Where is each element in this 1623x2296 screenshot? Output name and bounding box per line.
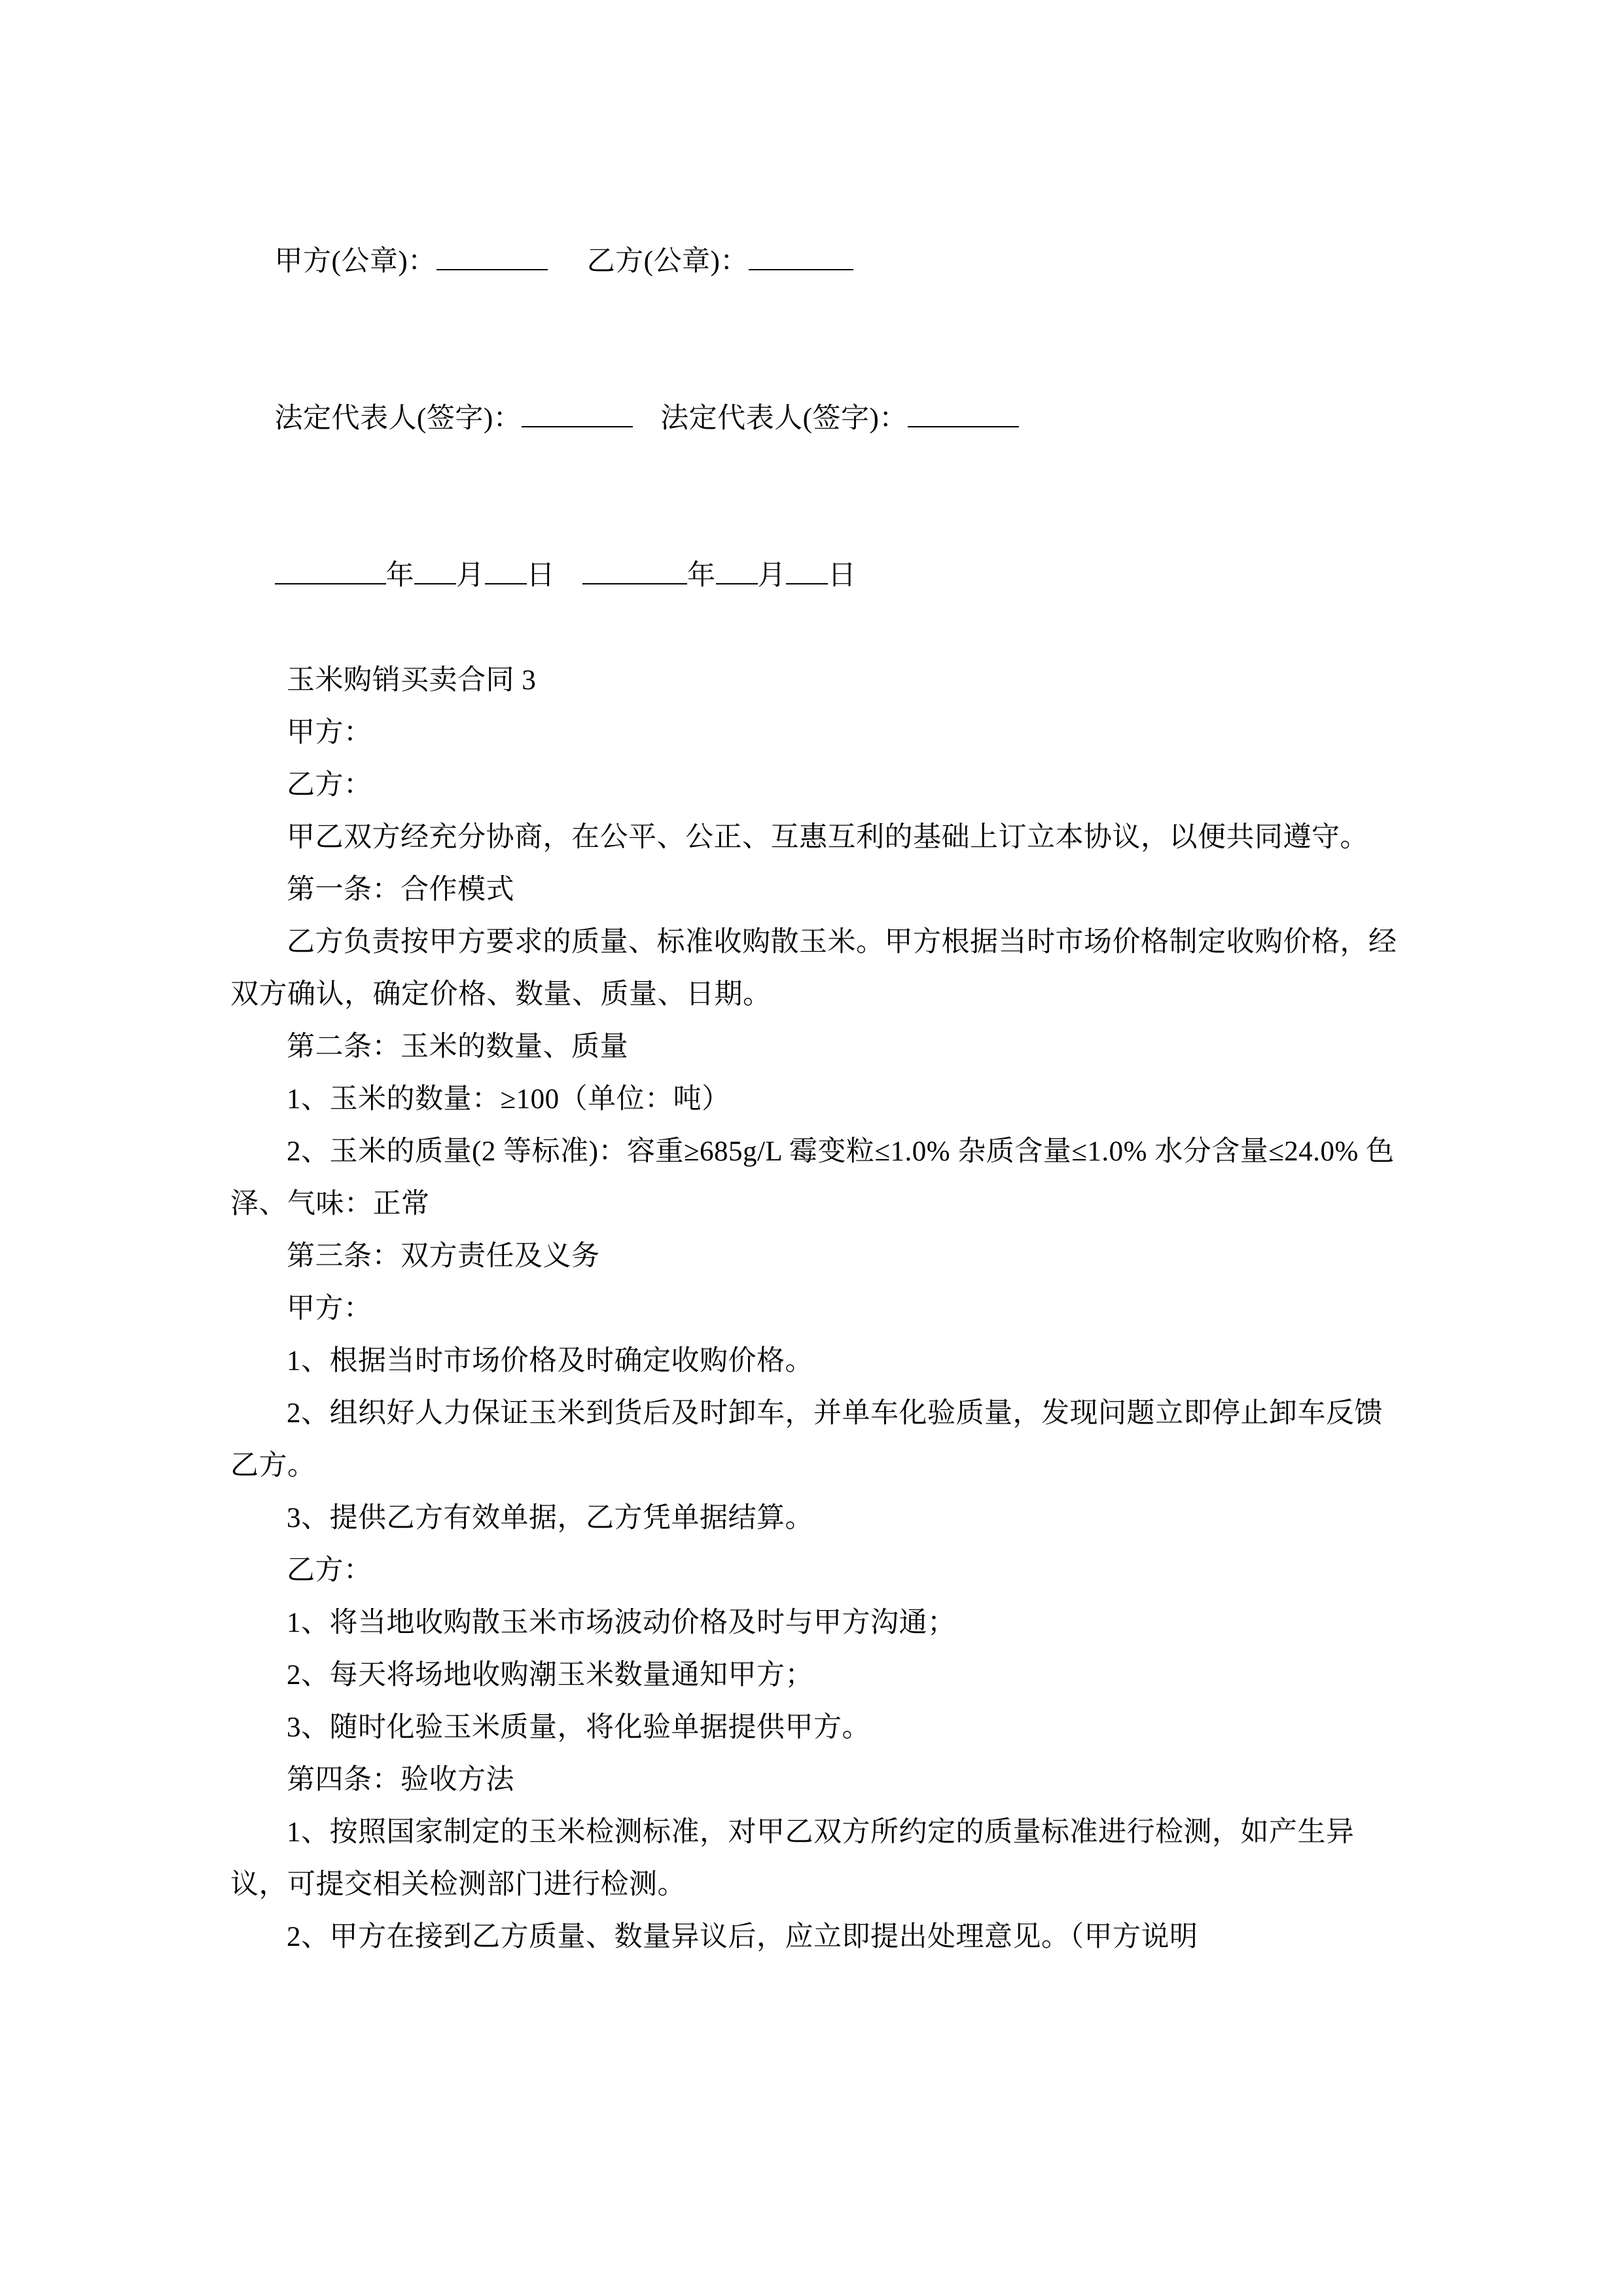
section-3-paragraph-a2: 2、组织好人力保证玉米到货后及时卸车，并单车化验质量，发现问题立即停止卸车反馈乙方。: [230, 1398, 1383, 1481]
party-a-day-label: 日: [526, 560, 555, 591]
signature-line-representatives: [230, 340, 1402, 497]
signature-line-dates: [230, 497, 1402, 655]
party-a-month-label: 月: [456, 560, 485, 591]
section-3-paragraph-b3: 3、随时化验玉米质量，将化验单据提供甲方。: [287, 1712, 870, 1743]
party-a-day-blank[interactable]: [485, 583, 527, 584]
document-body: [230, 183, 1402, 1964]
party-b-rep-blank[interactable]: [908, 426, 1019, 427]
party-b-year-blank[interactable]: [582, 583, 687, 584]
document-title: 玉米购销买卖合同 3: [287, 665, 537, 696]
section-2-paragraph-1: 1、玉米的数量：≥100（单位：吨）: [287, 1084, 730, 1115]
section-1-paragraph-1: 乙方负责按甲方要求的质量、标准收购散玉米。甲方根据当时市场价格制定收购价格，经双方确认，确定价格、数量、质量、日期。: [230, 927, 1397, 1010]
section-1-heading: 第一条：合作模式: [287, 874, 514, 905]
section-3-paragraph-a1: 1、根据当时市场价格及时确定收购价格。: [287, 1346, 813, 1376]
section-3-heading: 第三条：双方责任及义务: [287, 1241, 600, 1272]
section-4-paragraph-1: 1、按照国家制定的玉米检测标准，对甲乙双方所约定的质量标准进行检测，如产生异议，可提交相关检测部门进行检测。: [230, 1817, 1355, 1900]
section-2-paragraph-2: 2、玉米的质量(2 等标准)：容重≥685g/L 霉变粒≤1.0% 杂质含量≤1.0% 水分含量≤24.0% 色泽、气味：正常: [230, 1136, 1395, 1219]
section-4-heading: 第四条：验收方法: [287, 1765, 514, 1795]
section-3-paragraph-b2: 2、每天将场地收购潮玉米数量通知甲方；: [287, 1660, 813, 1691]
party-a-field: 甲方：: [287, 717, 372, 748]
party-b-month-label: 月: [757, 560, 786, 591]
party-a-rep-blank[interactable]: [522, 426, 633, 427]
section-3-paragraph-b1: 1、将当地收购散玉米市场波动价格及时与甲方沟通；: [287, 1607, 956, 1638]
party-a-seal-label: 甲方(公章)：: [274, 246, 437, 277]
party-a-seal-blank[interactable]: [437, 269, 548, 270]
party-a-year-blank[interactable]: [275, 583, 386, 584]
party-b-month-blank[interactable]: [716, 583, 758, 584]
party-b-day-label: 日: [828, 560, 857, 591]
preamble-paragraph: 甲乙双方经充分协商，在公平、公正、互惠互利的基础上订立本协议，以便共同遵守。: [287, 822, 1368, 853]
party-b-day-blank[interactable]: [786, 583, 828, 584]
party-b-seal-label: 乙方(公章)：: [586, 246, 749, 277]
party-b-field: 乙方：: [287, 770, 372, 800]
party-a-year-label: 年: [385, 560, 414, 591]
party-b-seal-blank[interactable]: [749, 269, 853, 270]
section-3-paragraph-a3: 3、提供乙方有效单据，乙方凭单据结算。: [287, 1503, 813, 1534]
signature-line-parties: [230, 183, 1402, 340]
party-a-month-blank[interactable]: [414, 583, 456, 584]
party-b-rep-label: 法定代表人(签字)：: [660, 403, 908, 434]
party-b-year-label: 年: [687, 560, 716, 591]
party-a-rep-label: 法定代表人(签字)：: [274, 403, 522, 434]
section-4-paragraph-2: 2、甲方在接到乙方质量、数量异议后，应立即提出处理意见。（甲方说明: [287, 1922, 1198, 1952]
section-3-party-b-label: 乙方：: [287, 1555, 372, 1586]
section-2-heading: 第二条：玉米的数量、质量: [287, 1031, 628, 1062]
section-3-party-a-label: 甲方：: [287, 1293, 372, 1324]
